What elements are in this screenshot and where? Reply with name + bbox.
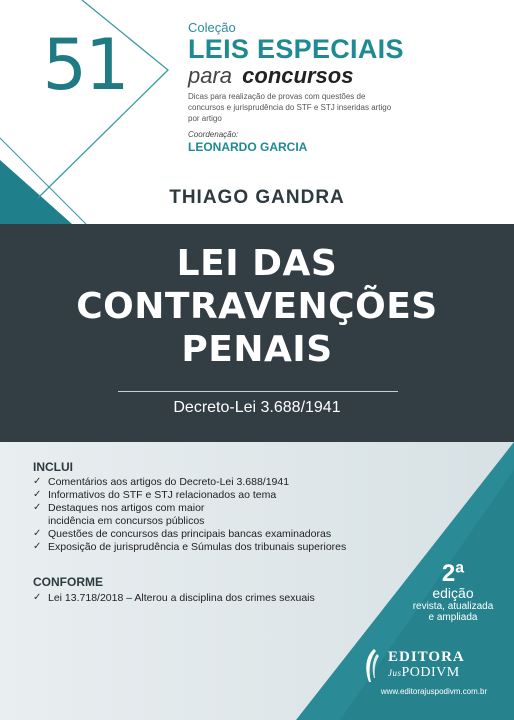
inclui-list — [33, 476, 363, 554]
quill-logo-icon — [360, 648, 382, 684]
series-block — [188, 20, 508, 154]
publisher-brand — [388, 665, 460, 681]
book-title-line: CONTRAVENÇÕES — [76, 286, 438, 327]
list-item — [33, 528, 363, 541]
list-item — [33, 541, 363, 554]
book-title-line: LEI DAS — [176, 243, 338, 284]
edition-note: revista, atualizada — [412, 601, 494, 612]
series-subtitle-concursos: concursos — [242, 63, 354, 88]
publisher-brand-rest: PODIVM — [401, 665, 460, 680]
list-item-text: Informativos do STF e STJ relacionados ao tema — [48, 489, 277, 501]
check-icon: ✓ — [33, 489, 42, 500]
series-subtitle-para: para — [188, 63, 233, 88]
book-title — [0, 242, 514, 371]
edition-badge — [398, 562, 508, 623]
inclui-heading: INCLUI — [33, 460, 73, 474]
list-item-text: Exposição de jurisprudência e Súmulas dos tribunais superiores — [48, 540, 347, 553]
series-subtitle — [188, 64, 508, 88]
collection-label: Coleção — [188, 20, 236, 35]
conforme-heading: CONFORME — [33, 575, 103, 589]
list-item-text: Lei 13.718/2018 – Alterou a disciplina dos crimes sexuais — [48, 592, 315, 604]
edition-word: edição — [432, 585, 474, 601]
title-band — [0, 224, 514, 442]
list-item-text: Questões de concursos das principais bancas examinadoras — [48, 527, 332, 540]
check-icon: ✓ — [33, 540, 42, 552]
list-item — [33, 476, 363, 489]
author-name: THIAGO GANDRA — [169, 187, 345, 208]
check-icon: ✓ — [33, 592, 42, 603]
check-icon: ✓ — [33, 502, 42, 513]
book-title-line: PENAIS — [181, 329, 333, 370]
series-number: 51 — [42, 24, 128, 106]
title-divider — [118, 391, 398, 392]
list-item — [33, 489, 363, 502]
list-item-text: Comentários aos artigos do Decreto-Lei 3.688/1941 — [48, 476, 290, 488]
publisher-brand-jus: Jus — [388, 668, 402, 678]
list-item — [33, 502, 363, 527]
coordination-label: Coordenação: — [188, 130, 239, 139]
series-tagline: Dicas para realização de provas com questões de concursos e jurisprudência do STF e STJ inseridas artigo por artigo — [188, 92, 392, 123]
check-icon: ✓ — [33, 527, 42, 539]
list-item-text: incidência em concursos públicos — [48, 514, 205, 527]
list-item — [33, 592, 353, 605]
series-title: LEIS ESPECIAIS — [188, 34, 404, 64]
list-item-text: Destaques nos artigos com maior — [48, 502, 205, 514]
publisher-url: www.editorajuspodivm.com.br — [380, 687, 488, 696]
conforme-list — [33, 592, 353, 605]
publisher-name: EDITORA — [388, 649, 465, 665]
check-icon: ✓ — [33, 476, 42, 487]
edition-number: 2ª — [441, 560, 465, 587]
coordinator-name: LEONARDO GARCIA — [188, 140, 308, 154]
edition-note: e ampliada — [428, 612, 478, 623]
book-subtitle: Decreto-Lei 3.688/1941 — [173, 399, 341, 416]
